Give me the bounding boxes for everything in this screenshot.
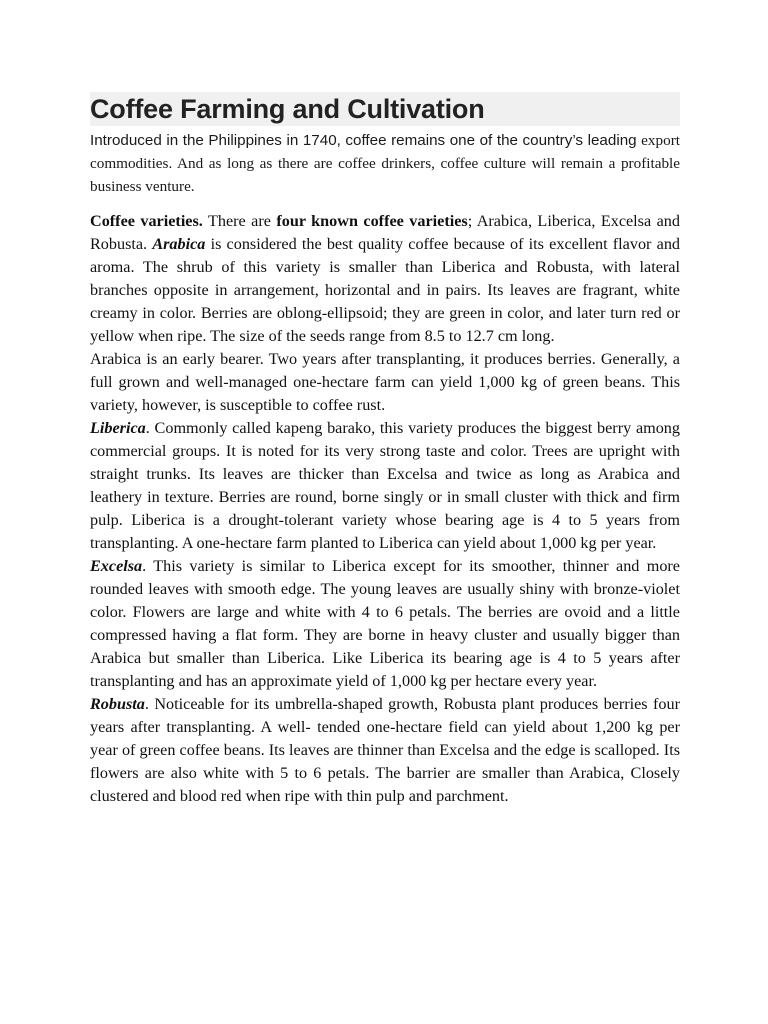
- varieties-text-1: There are: [202, 212, 277, 230]
- liberica-description: . Commonly called kapeng barako, this variety produces the biggest berry among commercial groups. It is noted for its very strong taste and color. Trees are upright with straight trunks. Its leaves are thicker than Excelsa and twice as long as Arabica and leathery in texture. Berries are round, borne singly or in small cluster with thick and firm pulp. Liberica is a drought-tolerant variety whose bearing age is 4 to 5 years from transplanting. A one-hectare farm planted to Liberica can yield about 1,000 kg per year.: [90, 419, 680, 552]
- title-bar: [90, 92, 680, 126]
- paragraph-gap: [90, 198, 680, 210]
- arabica-bearer-paragraph: Arabica is an early bearer. Two years after transplanting, it produces berries. Generally, a full grown and well-managed one-hectare farm can yield 1,000 kg of green beans. This variety, however, is susceptible to coffee rust.: [90, 350, 680, 414]
- intro-paragraph: [90, 129, 680, 198]
- intro-rest: export commodities. And as long as there are coffee drinkers, coffee culture will remain a profitable business venture.: [90, 132, 680, 195]
- robusta-paragraph: [90, 693, 680, 808]
- excelsa-paragraph: [90, 555, 680, 693]
- excelsa-description: . This variety is similar to Liberica except for its smoother, thinner and more rounded leaves with smooth edge. The young leaves are usually shiny with bronze-violet color. Flowers are large and white with 4 to 6 petals. The berries are ovoid and a little compressed having a flat form. They are borne in heavy cluster and usually bigger than Arabica but smaller than Liberica. Like Liberica its bearing age is 4 to 5 years after transplanting and has an approximate yield of 1,000 kg per hectare every year.: [90, 557, 680, 690]
- robusta-description: . Noticeable for its umbrella-shaped growth, Robusta plant produces berries four years after transplanting. A well- tended one-hectare field can yield about 1,200 kg per year of green coffee beans. Its leaves are thinner than Excelsa and the edge is scalloped. Its flowers are also white with 5 to 6 petals. The barrier are smaller than Arabica, Closely clustered and blood red when ripe with thin pulp and parchment.: [90, 695, 680, 805]
- varieties-paragraph: [90, 210, 680, 348]
- varieties-heading: Coffee varieties.: [90, 212, 203, 230]
- arabica-term: Arabica: [152, 235, 206, 253]
- liberica-paragraph: [90, 417, 680, 555]
- liberica-term: Liberica: [90, 419, 146, 437]
- excelsa-term: Excelsa: [90, 557, 143, 575]
- arabica-description: is considered the best quality coffee because of its excellent flavor and aroma. The shrub of this variety is smaller than Liberica and Robusta, with lateral branches opposite in arrangement, horizontal and in pairs. Its leaves are fragrant, white creamy in color. Berries are oblong-ellipsoid; they are green in color, and later turn red or yellow when ripe. The size of the seeds range from 8.5 to 12.7 cm long.: [90, 235, 681, 345]
- varieties-bold-phrase: four known coffee varieties: [276, 212, 468, 230]
- intro-first-line: Introduced in the Philippines in 1740, coffee remains one of the country’s leading: [90, 132, 637, 149]
- page-title: Coffee Farming and Cultivation: [90, 94, 485, 124]
- varieties-text-2: ; Arabica, Liberica, Excelsa and Robusta.: [90, 212, 680, 253]
- robusta-term: Robusta: [90, 695, 145, 713]
